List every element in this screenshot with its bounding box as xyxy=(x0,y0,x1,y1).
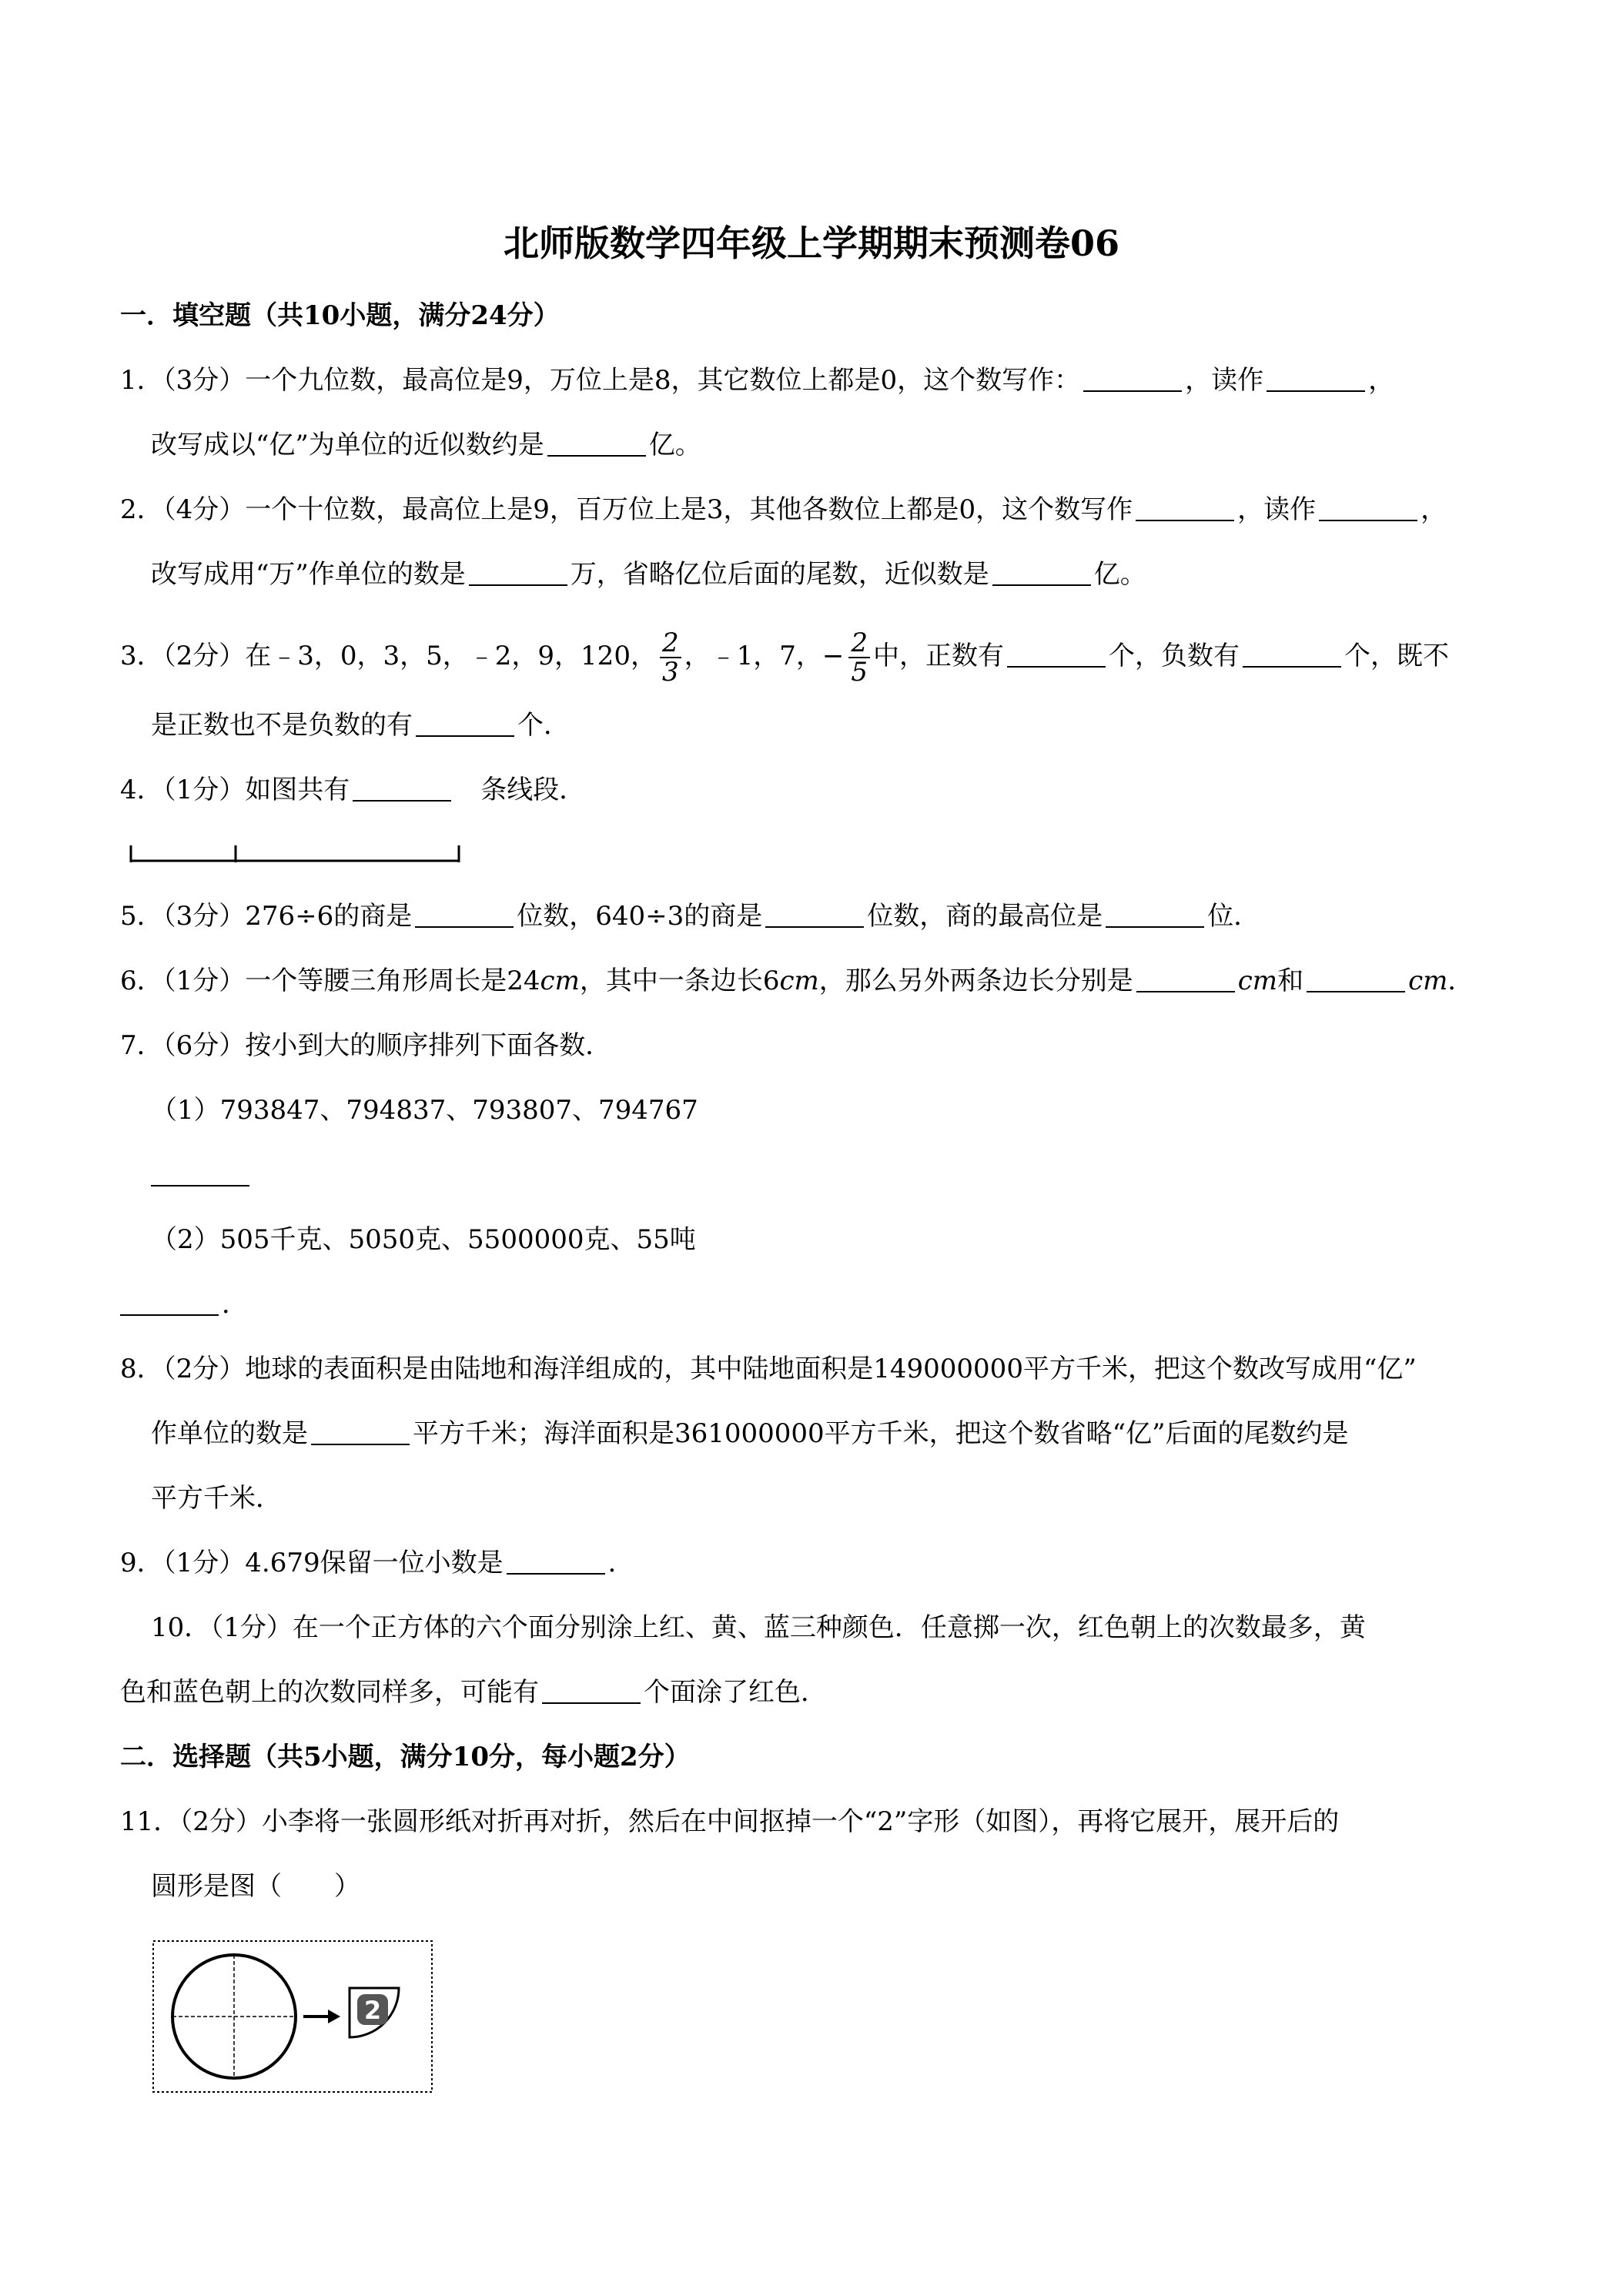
unit-cm: cm xyxy=(540,966,580,996)
paper-fold-figure xyxy=(152,1940,434,2094)
unit-cm: cm xyxy=(1408,966,1448,996)
fraction-denominator: 3 xyxy=(661,657,679,688)
q2-text-e: 万，省略亿位后面的尾数，近似数是 xyxy=(570,559,989,590)
q8-text-b: 平方千米；海洋面积是361000000平方千米，把这个数省略“亿”后面的尾数约是 xyxy=(413,1418,1349,1449)
cutout-digit: 2 xyxy=(363,1996,382,2025)
question-7: 7．（6分）按小到大的顺序排列下面各数． xyxy=(120,1030,612,1061)
question-7-part-1: （1）793847、794837、793807、794767 xyxy=(151,1095,698,1126)
page-title: 北师版数学四年级上学期期末预测卷06 xyxy=(503,223,1119,264)
answer-blank[interactable] xyxy=(353,777,451,802)
question-10-line-1: 10．（1分）在一个正方体的六个面分别涂上红、黄、蓝三种颜色．任意掷一次，红色朝上的次数最多，黄 xyxy=(151,1612,1366,1643)
question-2-line-2 xyxy=(151,557,1146,591)
q1-text-d: 改写成以“亿”为单位的近似数约是 xyxy=(151,430,544,460)
answer-blank[interactable] xyxy=(542,1679,641,1704)
question-11-line-1: 11．（2分）小李将一张圆形纸对折再对折，然后在中间抠掉一个“2”字形（如图），再将它展开，展开后的 xyxy=(120,1806,1340,1837)
question-9 xyxy=(120,1546,634,1580)
q3-text-d: 个，负数有 xyxy=(1109,641,1240,671)
question-7-part-1-answer xyxy=(148,1158,253,1192)
q9-text-b: ． xyxy=(607,1548,634,1578)
question-11-line-2: 圆形是图（ ） xyxy=(151,1871,360,1902)
answer-blank[interactable] xyxy=(151,1162,249,1186)
fraction-numerator: 2 xyxy=(660,629,681,658)
q3-text-g: 个． xyxy=(517,710,570,741)
q3-text-c: 中，正数有 xyxy=(873,641,1004,671)
q10-text-b: 个面涂了红色． xyxy=(644,1677,827,1708)
question-10-line-2 xyxy=(120,1675,827,1709)
q10-text-a: 色和蓝色朝上的次数同样多，可能有 xyxy=(120,1677,539,1708)
answer-blank[interactable] xyxy=(1083,367,1182,392)
line-segment-figure xyxy=(128,839,467,867)
answer-blank[interactable] xyxy=(1136,497,1234,521)
q1-text-a: 1．（3分）一个九位数，最高位是9，万位上是8，其它数位上都是0，这个数写作： xyxy=(120,365,1081,396)
answer-blank[interactable] xyxy=(1243,643,1341,668)
question-4 xyxy=(120,773,585,807)
q5-text-d: 位． xyxy=(1207,901,1260,932)
answer-blank[interactable] xyxy=(311,1421,410,1445)
section-heading-multiple-choice: 二．选择题（共5小题，满分10分，每小题2分） xyxy=(120,1742,691,1772)
q2-text-f: 亿。 xyxy=(1093,559,1146,590)
fraction-numerator: 2 xyxy=(848,629,870,658)
q6-text-a: 6．（1分）一个等腰三角形周长是24 xyxy=(120,966,540,996)
q7-end: ． xyxy=(222,1289,248,1320)
answer-blank[interactable] xyxy=(547,432,646,457)
q6-text-e: ． xyxy=(1447,966,1474,996)
answer-blank[interactable] xyxy=(416,712,514,737)
q6-text-b: ，其中一条边长6 xyxy=(579,966,780,996)
answer-blank[interactable] xyxy=(469,561,567,586)
answer-blank[interactable] xyxy=(415,903,514,928)
q9-text-a: 9．（1分）4.679保留一位小数是 xyxy=(120,1548,504,1578)
question-1-line-1 xyxy=(120,363,1394,397)
q5-text-a: 5．（3分）276÷6的商是 xyxy=(120,901,413,932)
question-2-line-1 xyxy=(120,493,1447,527)
q2-text-a: 2．（4分）一个十位数，最高位上是9，百万位上是3，其他各数位上都是0，这个数写作 xyxy=(120,494,1133,525)
q8-text-a: 作单位的数是 xyxy=(151,1418,308,1449)
question-3-line-2 xyxy=(151,708,570,742)
answer-blank[interactable] xyxy=(507,1550,605,1575)
q6-text-d: 和 xyxy=(1277,966,1304,996)
question-7-part-2: （2）505千克、5050克、5500000克、55吨 xyxy=(151,1224,696,1255)
fraction-two-thirds xyxy=(660,629,681,686)
q5-text-c: 位数，商的最高位是 xyxy=(867,901,1103,932)
negative-sign: − xyxy=(822,641,845,671)
q2-text-c: ， xyxy=(1421,494,1447,525)
answer-blank[interactable] xyxy=(1007,643,1106,668)
question-7-part-2-answer xyxy=(117,1287,248,1321)
fraction-denominator: 5 xyxy=(851,657,868,688)
question-6 xyxy=(120,964,1474,998)
unit-cm: cm xyxy=(779,966,819,996)
answer-blank[interactable] xyxy=(1307,968,1405,992)
question-8-line-2 xyxy=(151,1417,1348,1451)
q2-text-d: 改写成用“万”作单位的数是 xyxy=(151,559,466,590)
q2-text-b: ，读作 xyxy=(1237,494,1317,525)
q5-text-b: 位数，640÷3的商是 xyxy=(517,901,763,932)
answer-blank[interactable] xyxy=(1136,968,1235,992)
q1-text-e: 亿。 xyxy=(648,430,701,460)
q4-text-a: 4．（1分）如图共有 xyxy=(120,775,350,805)
answer-blank[interactable] xyxy=(1106,903,1204,928)
question-8-line-1: 8．（2分）地球的表面积是由陆地和海洋组成的，其中陆地面积是149000000平方千米，把这个数改写成用“亿” xyxy=(120,1354,1417,1384)
q4-text-b: 条线段． xyxy=(480,775,586,805)
question-3-line-1 xyxy=(120,628,1449,688)
q3-text-b: ，﹣1，7， xyxy=(684,641,822,671)
q1-text-b: ，读作 xyxy=(1185,365,1264,396)
q3-text-e: 个，既不 xyxy=(1344,641,1449,671)
answer-blank[interactable] xyxy=(1319,497,1417,521)
fraction-two-fifths xyxy=(848,629,870,686)
arrow-right-icon xyxy=(328,2010,340,2023)
question-5 xyxy=(120,899,1260,933)
question-8-line-3: 平方千米． xyxy=(151,1483,282,1514)
q6-text-c: ，那么另外两条边长分别是 xyxy=(818,966,1133,996)
answer-blank[interactable] xyxy=(765,903,864,928)
answer-blank[interactable] xyxy=(1267,367,1365,392)
unit-cm: cm xyxy=(1237,966,1278,996)
q3-text-f: 是正数也不是负数的有 xyxy=(151,710,413,741)
q1-text-c: ， xyxy=(1368,365,1395,396)
question-1-line-2 xyxy=(151,428,701,462)
section-heading-fill-in: 一．填空题（共10小题，满分24分） xyxy=(120,300,560,331)
q3-text-a: 3．（2分）在﹣3，0，3，5，﹣2，9，120， xyxy=(120,641,657,671)
answer-blank[interactable] xyxy=(992,561,1091,586)
answer-blank[interactable] xyxy=(120,1291,219,1316)
